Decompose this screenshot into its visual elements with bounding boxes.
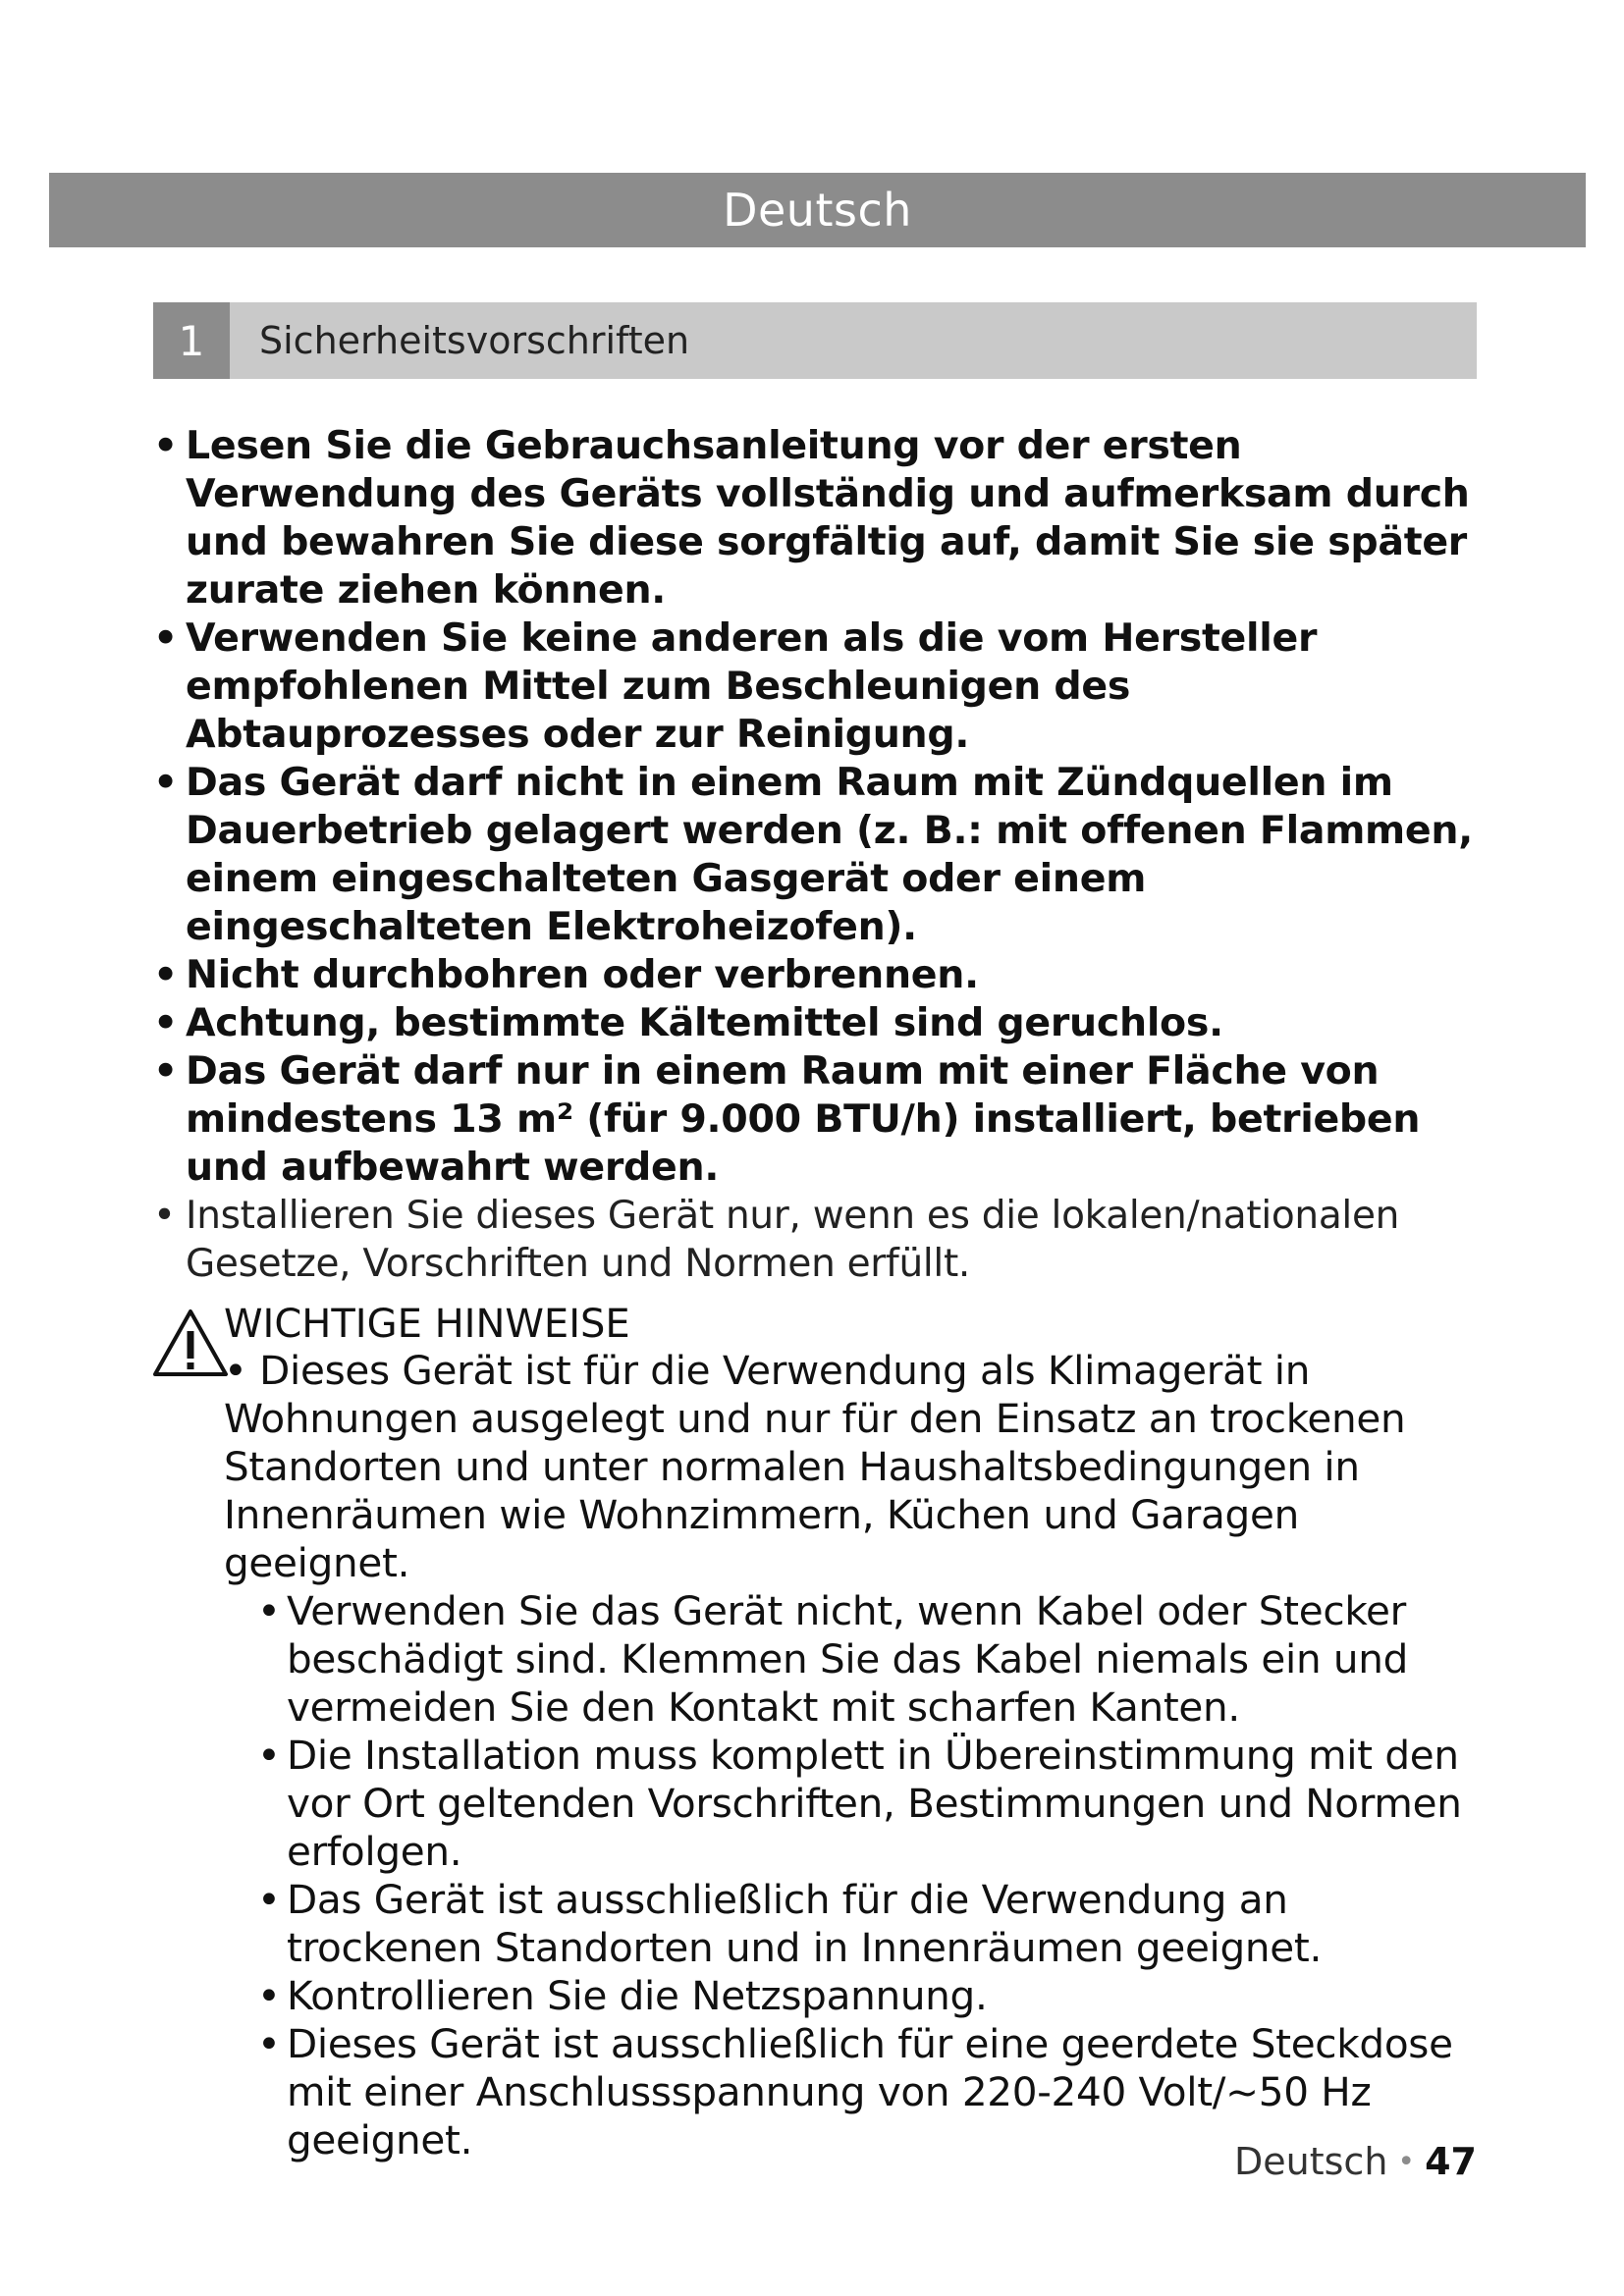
install-law-note: • Installieren Sie dieses Gerät nur, wenn es die lokalen/nationalen Gesetze, Vorschriften und Normen erfüllt. — [153, 1194, 1400, 1286]
list-item: • Die Installation muss komplett in Übereinstimmung mit den vor Ort geltenden Vorschriften, Bestimmungen und Normen erfolgen. — [257, 1732, 1462, 1875]
language-banner-label: Deutsch — [723, 184, 912, 237]
list-item: • Kontrollieren Sie die Netzspannung. — [257, 1972, 988, 2019]
warning-triangle-icon — [151, 1308, 230, 1378]
bullet-icon: • — [153, 1048, 178, 1094]
bullet-icon: • — [257, 1972, 281, 2019]
bullet-icon: • — [153, 952, 178, 997]
section-number: 1 — [153, 302, 230, 379]
bullet-icon: • — [153, 1000, 178, 1045]
warning-list — [224, 1587, 1479, 2164]
list-item: • Das Gerät darf nur in einem Raum mit einer Fläche von mindestens 13 m² (für 9.000 BTU/h) installiert, betrieben und aufbewahrt werden. — [153, 1048, 1421, 1190]
page-number: 47 — [1425, 2140, 1477, 2183]
bullet-icon: • — [257, 2020, 281, 2067]
list-item: • Nicht durchbohren oder verbrennen. — [153, 952, 979, 997]
list-item: • Verwenden Sie das Gerät nicht, wenn Kabel oder Stecker beschädigt sind. Klemmen Sie das Kabel niemals ein und vermeiden Sie den Kontakt mit scharfen Kanten. — [257, 1587, 1409, 1731]
warning-title: WICHTIGE HINWEISE — [224, 1302, 630, 1347]
list-item: • Lesen Sie die Gebrauchsanleitung vor der ersten Verwendung des Geräts vollständig und aufmerksam durch und bewahren Sie diese sorgfältig auf, damit Sie sie später zurate ziehen können. — [153, 423, 1470, 613]
main-content — [153, 422, 1479, 2164]
bullet-icon: • — [257, 1876, 281, 1923]
list-item: • Das Gerät ist ausschließlich für die Verwendung an trockenen Standorten und in Innenräumen geeignet. — [257, 1876, 1323, 1971]
bullet-icon: • — [153, 1194, 176, 1238]
important-notes-block — [153, 1302, 1479, 2164]
footer-separator: • — [1397, 2144, 1416, 2179]
section-title: Sicherheitsvorschriften — [259, 319, 690, 362]
bullet-icon: • — [257, 1587, 281, 1634]
bullet-icon: • — [153, 615, 178, 661]
safety-bold-list — [153, 422, 1479, 1192]
bullet-icon: • — [153, 423, 178, 468]
list-item: • Das Gerät darf nicht in einem Raum mit Zündquellen im Dauerbetrieb gelagert werden (z. B.: mit offenen Flammen, einem eingeschalteten Gasgerät oder einem eingeschalteten Elektroheizofen). — [153, 760, 1473, 949]
bullet-icon: • — [257, 1732, 281, 1779]
page-footer — [1234, 2140, 1477, 2183]
footer-language: Deutsch — [1234, 2140, 1388, 2183]
list-item: • Achtung, bestimmte Kältemittel sind geruchlos. — [153, 1000, 1223, 1045]
bullet-icon: • — [224, 1347, 247, 1394]
list-item: • Dieses Gerät ist ausschließlich für eine geerdete Steckdose mit einer Anschlussspannung von 220-240 Volt/~50 Hz geeignet. — [257, 2020, 1453, 2163]
language-banner — [49, 173, 1586, 247]
list-item: • Verwenden Sie keine anderen als die vom Hersteller empfohlenen Mittel zum Beschleunigen des Abtauprozesses oder zur Reinigung. — [153, 615, 1318, 757]
section-header — [153, 302, 1477, 379]
warning-intro: • Dieses Gerät ist für die Verwendung als Klimagerät in Wohnungen ausgelegt und nur für den Einsatz an trockenen Standorten und unter normalen Haushaltsbedingungen in Innenräumen wie Wohnzimmern, Küchen und Garagen geeignet. — [224, 1347, 1406, 1586]
bullet-icon: • — [153, 760, 178, 805]
